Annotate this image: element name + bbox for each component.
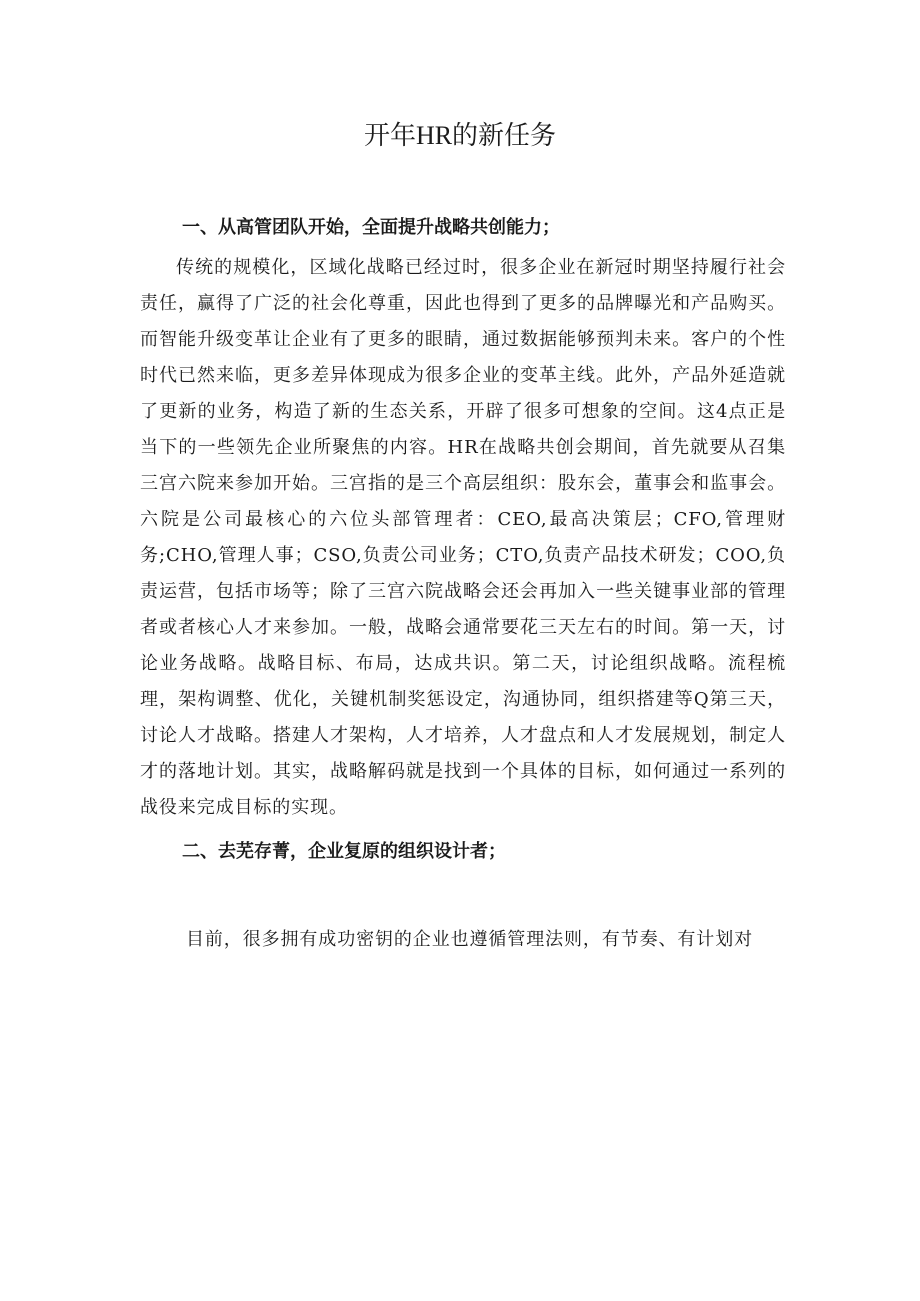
page-title: 开年HR的新任务 [363, 121, 557, 150]
section-paragraph-1: 传统的规模化，区域化战略已经过时，很多企业在新冠时期坚持履行社会责任，赢得了广泛的社会化尊重，因此也得到了更多的品牌曝光和产品购买。而智能升级变革让企业有了更多的眼睛，通过数据能够预判未来。客户的个性时代已然来临，更多差异体现成为很多企业的变革主线。此外，产品外延造就了更新的业务，构造了新的生态关系，开辟了很多可想象的空间。这4点正是当下的一些领先企业所聚焦的内容。HR在战略共创会期间，首先就要从召集三宫六院来参加开始。三宫指的是三个高层组织：股东会，董事会和监事会。六院是公司最核心的六位头部管理者：CEO,最高决策层；CFO,管理财务;CHO,管理人事；CSO,负责公司业务；CTO,负责产品技术研发；COO,负责运营，包括市场等；除了三宫六院战略会还会再加入一些关键事业部的管理者或者核心人才来参加。一般，战略会通常要花三天左右的时间。第一天，讨论业务战略。战略目标、布局，达成共识。第二天，讨论组织战略。流程梳理，架构调整、优化，关键机制奖惩设定，沟通协同，组织搭建等Q第三天，讨论人才战略。搭建人才架构，人才培养，人才盘点和人才发展规划，制定人才的落地计划。其实，战略解码就是找到一个具体的目标，如何通过一系列的战役来完成目标的实现。 [140, 257, 786, 818]
section-heading-2: 二、去芜存菁，企业复原的组织设计者； [182, 841, 506, 862]
section-heading-1: 一、从高管团队开始，全面提升战略共创能力； [182, 217, 560, 238]
document-body [140, 210, 786, 958]
section-paragraph-2: 目前，很多拥有成功密钥的企业也遵循管理法则，有节奏、有计划对 [186, 929, 753, 950]
